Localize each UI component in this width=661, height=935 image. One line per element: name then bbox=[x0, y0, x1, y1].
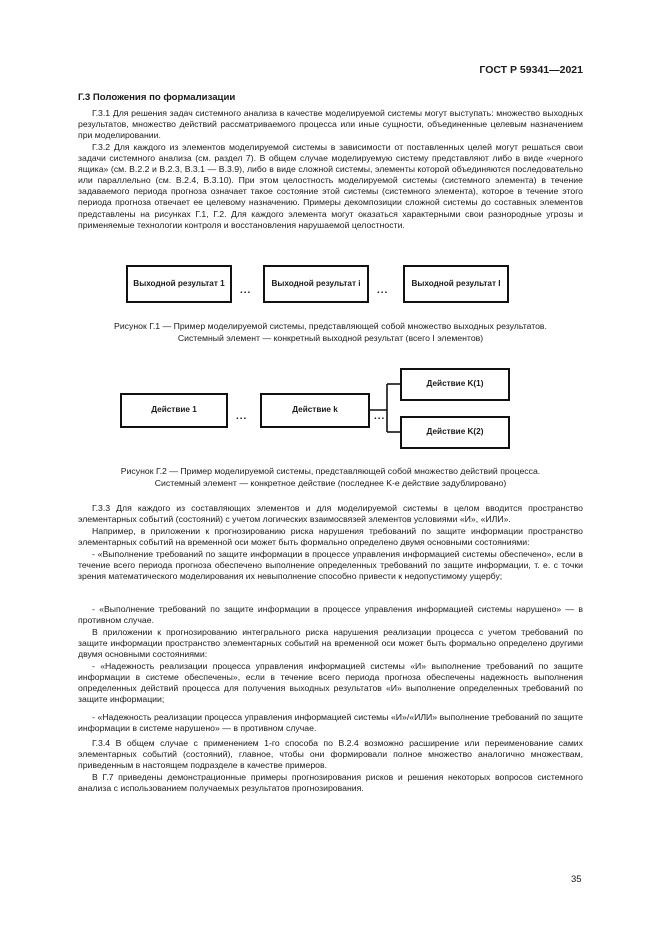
figure2-caption-line1: Рисунок Г.2 — Пример моделируемой системы, представляющей собой множество действий процесса. bbox=[120, 466, 541, 476]
paragraph-g34: Г.3.4 В общем случае с применением 1-го способа по В.2.4 возможно расширение или переименование самих элементарных событий (состояний), главное, чтобы они формировали полное множество аналогично множествам, приведенным в настоящем подразделе в качестве примеров. bbox=[78, 738, 583, 771]
figure1-caption-line2: Системный элемент — конкретный выходной результат (всего I элементов) bbox=[177, 333, 484, 343]
figure2-ellipsis-1: ... bbox=[236, 411, 248, 422]
paragraph-example-intro: Например, в приложении к прогнозированию риска нарушения требований по защите информации пространство элементарных событий на временной оси может быть формально определено двумя основными состояниями: bbox=[78, 526, 583, 548]
figure2-ellipsis-2: ... bbox=[374, 411, 386, 422]
paragraph-integral-risk: В приложении к прогнозированию интегрального риска нарушения реализации процесса с учетом требований по защите информации пространство элементарных событий на временной оси может быть формально определено другими двумя основными состояниями: bbox=[78, 627, 583, 660]
figure1-box-result-I: Выходной результат I bbox=[403, 265, 509, 303]
paragraph-g32: Г.3.2 Для каждого из элементов моделируемой системы в зависимости от поставленных целей могут решаться свои задачи системного анализа (см. раздел 7). В общем случае моделируемую систему представляют либо в виде «черного ящика» (см. В.2.2 и В.2.3, В.3.1 — В.3.9), либо в виде сложной системы, элементы которой объединяются последовательно или параллельно (см. В.2.4, В.3.10). При этом целостность моделируемой системы (системного элемента) в течение задаваемого периода прогноза означает такое состояние этой системы (системного элемента), которое в течение этого периода прогноза отвечает ее целевому назначению. Примеры декомпозиции сложной системы до составных элементов представлены на рисунках Г.1, Г.2. Для каждого элемента могут оказаться характерными свои разнородные угрозы и применяемые технологии контроля и восстановления нарушаемой целостности. bbox=[78, 142, 583, 230]
figure1-caption-line1: Рисунок Г.1 — Пример моделируемой системы, представляющей собой множество выходных результатов. bbox=[114, 321, 547, 331]
standard-number: ГОСТ Р 59341—2021 bbox=[479, 64, 583, 76]
paragraph-g33: Г.3.3 Для каждого из составляющих элементов и для моделируемой системы в целом вводится пространство элементарных событий (состояний) с учетом логических взаимосвязей элементов условиями «И», «ИЛИ». bbox=[78, 503, 583, 525]
figure1-box-result-i: Выходной результат i bbox=[263, 265, 369, 303]
paragraph-bullet-3: - «Надежность реализации процесса управления информацией системы «И» выполнение требований по защите информации в системе обеспечены», если в течение всего периода прогноза обеспечены надежность выполнения определенных действий процесса для получения выходных результатов «И» выполнение определенных требований по защите информации; bbox=[78, 661, 583, 705]
figure2-caption-line2: Системный элемент — конкретное действие (последнее K-е действие задублировано) bbox=[154, 478, 507, 488]
figure1-ellipsis-1: ... bbox=[240, 285, 252, 296]
paragraph-g31: Г.3.1 Для решения задач системного анализа в качестве моделируемой системы могут выступать: множество выходных результатов, множество действий рассматриваемого процесса или иные сущности, объединенные целевым назначением при моделировании. bbox=[78, 108, 583, 141]
figure2-box-action-K1: Действие K(1) bbox=[400, 368, 510, 401]
paragraph-bullet-2: - «Выполнение требований по защите информации в процессе управления информацией системы нарушено» — в противном случае. bbox=[78, 604, 583, 626]
section-heading: Г.3 Положения по формализации bbox=[78, 92, 236, 103]
figure2-box-action-k: Действие k bbox=[260, 393, 370, 428]
figure1-box-result-1: Выходной результат 1 bbox=[126, 265, 232, 303]
figure2-box-action-1: Действие 1 bbox=[120, 393, 228, 428]
paragraph-g7-reference: В Г.7 приведены демонстрационные примеры прогнозирования рисков и решения некоторых вопросов системного анализа с использованием получаемых результатов прогнозирования. bbox=[78, 772, 583, 794]
paragraph-bullet-1: - «Выполнение требований по защите информации в процессе управления информацией системы обеспечено», если в течение всего периода прогноза обеспечено выполнение определенных требований по защите информации, т. е. с точки зрения математического моделирования их невыполнение способно привести к недопустимому ущербу; bbox=[78, 549, 583, 582]
figure1-ellipsis-2: ... bbox=[377, 285, 389, 296]
paragraph-bullet-4: - «Надежность реализации процесса управления информацией системы «И»/«ИЛИ» выполнение требований по защите информации в системе нарушено» — в противном случае. bbox=[78, 712, 583, 734]
figure2-box-action-K2: Действие K(2) bbox=[400, 416, 510, 449]
page-number: 35 bbox=[571, 874, 582, 885]
